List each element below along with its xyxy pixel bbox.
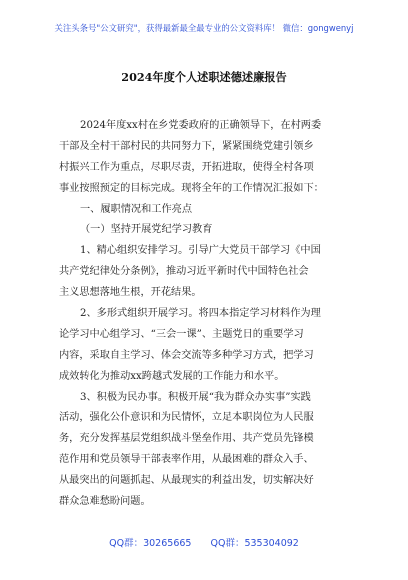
paragraph-line: 成效转化为推动xx跨越式发展的工作能力和水平。 xyxy=(59,370,285,382)
paragraph-line: 主义思想落地生根，开花结果。 xyxy=(59,287,202,299)
paragraph-line: 论学习中心组学习、“三会一课”、主题党日的重要学习 xyxy=(59,328,304,340)
paragraph-line: 1、精心组织安排学习。引导广大党员干部学习《中国 xyxy=(80,245,321,257)
paragraph-line: 村振兴工作为重点，尽职尽责，开拓进取，使得全村各项 xyxy=(59,161,314,173)
paragraph-line: 务，充分发挥基层党组织战斗堡垒作用、共产党员先锋模 xyxy=(59,433,314,445)
section-heading: 一、履职情况和工作亮点 xyxy=(80,203,193,215)
subsection-heading: （一）坚持开展党纪学习教育 xyxy=(80,224,213,236)
paragraph-line: 内容，采取自主学习、体会交流等多种学习方式，把学习 xyxy=(59,349,314,361)
paragraph-line: 2024年度xx村在乡党委政府的正确领导下，在村两委 xyxy=(80,120,322,131)
paragraph-line: 共产党纪律处分条例》，推动习近平新时代中国特色社会 xyxy=(59,266,309,278)
paragraph-line: 群众急难愁盼问题。 xyxy=(59,496,151,508)
paragraph-line: 范作用和党员领导干部表率作用，从最困难的群众入手、 xyxy=(59,454,314,466)
header-banner[interactable]: 关注头条号"公文研究"，获得最新最全最专业的公文资料库！ 微信：gongwenyj xyxy=(54,23,354,33)
paragraph-line: 活动，强化公仆意识和为民情怀，立足本职岗位为人民服 xyxy=(59,412,314,424)
paragraph-line: 从最突出的问题抓起、从最现实的利益出发，切实解决好 xyxy=(59,475,314,487)
document-title: 2024年度个人述职述德述廉报告 xyxy=(121,70,287,84)
qq-group-2[interactable]: QQ群：535304092 xyxy=(210,538,299,549)
footer-contact xyxy=(0,535,408,549)
qq-group-1[interactable]: QQ群：30265665 xyxy=(109,538,192,549)
document-body xyxy=(59,116,349,513)
paragraph-line: 3、积极为民办事。积极开展“我为群众办实事”实践 xyxy=(80,391,311,403)
paragraph-line: 事业按照预定的目标完成。现将全年的工作情况汇报如下： xyxy=(59,182,324,194)
paragraph-line: 干部及全村干部村民的共同努力下，紧紧围绕党建引领乡 xyxy=(59,140,314,152)
paragraph-line: 2、多形式组织开展学习。将四本指定学习材料作为理 xyxy=(80,308,321,320)
